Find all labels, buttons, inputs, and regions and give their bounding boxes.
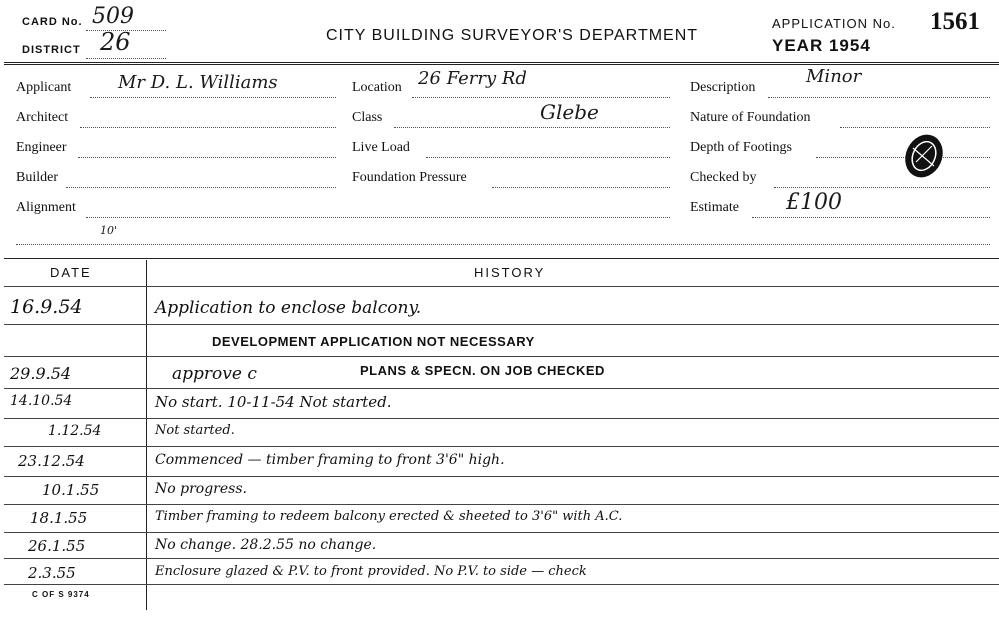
header-divider [4,62,999,65]
builder-label: Builder [16,170,58,185]
history-column-header: HISTORY [474,265,546,280]
district-line [86,58,166,59]
history-entry: No progress. [155,481,247,497]
district-value: 26 [100,28,131,56]
architect-field [16,110,336,130]
engineer-field [16,140,336,160]
history-date: 26.1.55 [28,537,86,555]
history-date: 16.9.54 [10,296,83,318]
date-column-header: DATE [50,265,92,280]
row-rule [4,286,999,287]
alignment-label: Alignment [16,200,76,215]
history-entry: Not started. [155,423,235,438]
history-date: 14.10.54 [10,393,73,409]
row-rule [4,356,999,357]
alignment-field [16,200,670,220]
description-label: Description [690,80,756,95]
location-line [412,97,670,98]
row-rule [4,418,999,419]
history-entry: approve c [172,364,257,384]
description-line [768,97,990,98]
foundation-pressure-label: Foundation Pressure [352,170,467,185]
history-date: 23.12.54 [18,452,85,470]
history-divider [4,258,999,259]
live-load-line [426,157,670,158]
history-entry: Application to enclose balcony. [155,298,422,318]
foundation-pressure-line [492,187,670,188]
estimate-line [752,217,990,218]
extra-dotted-line [16,244,990,245]
class-label: Class [352,110,383,125]
engineer-label: Engineer [16,140,67,155]
location-value: 26 Ferry Rd [418,68,527,89]
applicant-line [90,97,336,98]
applicant-value: Mr D. L. Williams [118,72,278,93]
estimate-value: £100 [786,190,842,215]
class-line [394,127,670,128]
plans-checked-stamp: PLANS & SPECN. ON JOB CHECKED [360,363,605,378]
engineer-line [78,157,336,158]
live-load-label: Live Load [352,140,410,155]
row-rule [4,476,999,477]
card-no-label: CARD No. [22,16,83,28]
architect-label: Architect [16,110,69,125]
history-date: 1.12.54 [48,423,102,439]
history-entry: No start. 10-11-54 Not started. [155,393,392,411]
history-date: 29.9.54 [10,364,72,383]
application-no-value: 1561 [930,8,980,35]
department-title: CITY BUILDING SURVEYOR'S DEPARTMENT [326,27,699,44]
card-no-value: 509 [92,4,134,29]
history-date: 10.1.55 [42,481,100,499]
alignment-value: 10' [100,224,118,237]
description-value: Minor [806,66,862,87]
builder-field [16,170,336,190]
row-rule [4,532,999,533]
checked-by-label: Checked by [690,170,757,185]
nature-of-foundation-field [690,110,990,130]
nature-of-foundation-label: Nature of Foundation [690,110,811,125]
row-rule [4,446,999,447]
architect-line [80,127,336,128]
history-entry: Commenced — timber framing to front 3'6" high. [155,452,505,468]
district-label: DISTRICT [22,44,81,56]
year-label: YEAR 1954 [772,36,871,55]
alignment-line [86,217,670,218]
development-stamp: DEVELOPMENT APPLICATION NOT NECESSARY [212,334,535,349]
ink-seal-mark [898,128,950,184]
depth-of-footings-label: Depth of Footings [690,140,792,155]
checked-by-line [774,187,990,188]
row-rule [4,558,999,559]
row-rule [4,324,999,325]
row-rule [4,388,999,389]
history-date: 2.3.55 [28,564,76,582]
history-date: 18.1.55 [30,509,88,527]
location-label: Location [352,80,402,95]
history-entry: Enclosure glazed & P.V. to front provided. No P.V. to side — check [155,564,587,579]
history-entry: Timber framing to redeem balcony erected & sheeted to 3'6" with A.C. [155,509,623,524]
applicant-label: Applicant [16,80,72,95]
application-no-label: APPLICATION No. [772,16,896,31]
class-value: Glebe [540,100,599,124]
live-load-field [352,140,670,160]
builder-line [66,187,336,188]
class-field [352,110,670,130]
foundation-pressure-field [352,170,670,190]
history-entry: No change. 28.2.55 no change. [155,537,377,553]
estimate-label: Estimate [690,200,739,215]
row-rule [4,584,999,585]
form-code: C OF S 9374 [32,590,90,599]
row-rule [4,504,999,505]
